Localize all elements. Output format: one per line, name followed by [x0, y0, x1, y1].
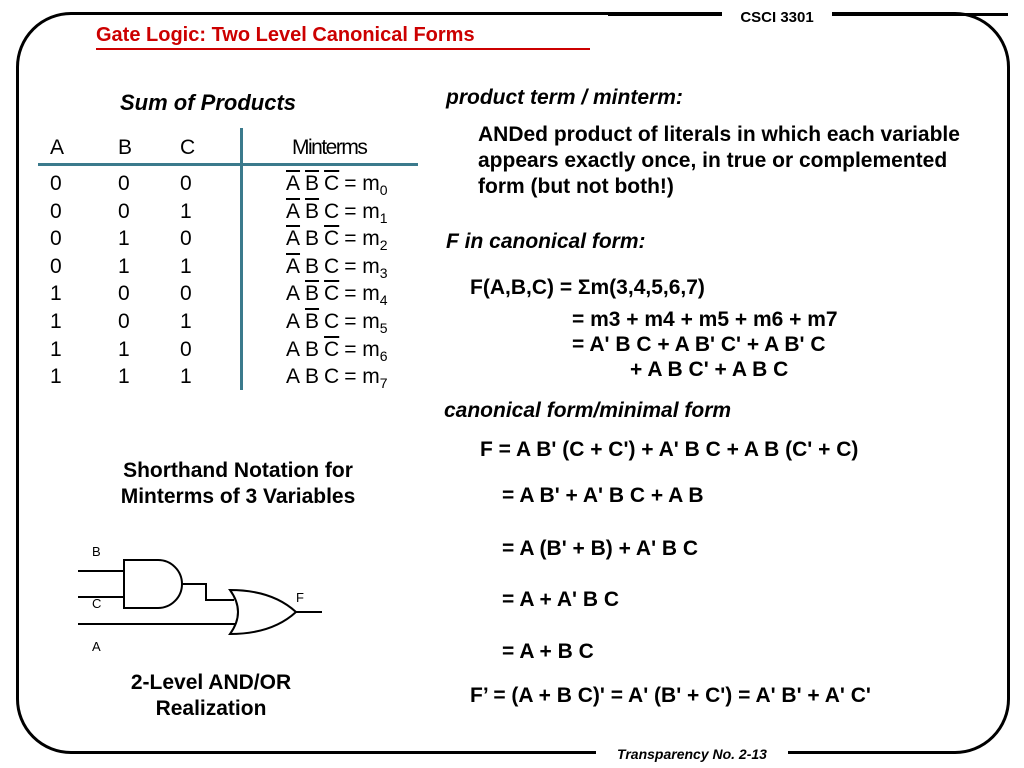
minterm-expression — [286, 282, 388, 308]
col-header-minterms: Minterms — [292, 136, 367, 159]
cell-a: 0 — [50, 254, 62, 278]
col-header-c: C — [180, 136, 196, 159]
and-or-circuit — [60, 538, 340, 662]
minterm-expression — [286, 227, 388, 253]
minterm-index: 0 — [379, 182, 388, 199]
input-label-c: C — [92, 596, 102, 611]
realization-caption — [108, 670, 314, 722]
col-header-a: A — [50, 136, 65, 159]
canonical-heading: F in canonical form: — [446, 230, 646, 253]
minimal-eq-4: = A + A' B C — [502, 588, 620, 611]
minterm-literal: $\overline{C}$ — [324, 227, 340, 251]
minterm-label: = m — [344, 365, 380, 389]
and-gate — [124, 560, 182, 608]
minterm-expression — [286, 310, 388, 336]
minterm-literal: $\overline{A}$ — [286, 254, 301, 278]
realization-line-2: Realization — [155, 697, 267, 720]
canonical-eq-2: = m3 + m4 + m5 + m6 + m7 — [572, 308, 838, 331]
minterm-literal: $\overline{A}$ — [286, 199, 301, 223]
shorthand-caption — [92, 458, 384, 510]
minterm-expression — [286, 338, 388, 364]
minterm-literal: $\overline{C}$ — [324, 282, 340, 306]
complement-eq: F’ = (A + B C)' = A' (B' + C') = A' B' + A' C' — [470, 684, 871, 707]
cell-c: 0 — [180, 172, 192, 195]
table-header-rule — [38, 163, 418, 166]
minterm-index: 2 — [379, 237, 388, 254]
minterm-literal: $\overline{A}$ — [286, 172, 301, 195]
minterm-index: 4 — [379, 292, 388, 309]
minterm-expression — [286, 200, 388, 226]
minterm-literal: B — [305, 365, 320, 389]
cell-c: 1 — [180, 199, 192, 223]
cell-a: 1 — [50, 282, 62, 306]
minterm-label: = m — [344, 227, 380, 251]
cell-b: 0 — [118, 199, 130, 223]
minterm-label: = m — [344, 172, 380, 195]
minterm-definition: ANDed product of literals in which each variable appears exactly once, in true or complemented form (but not both!) — [478, 123, 960, 198]
minterm-literal: $\overline{B}$ — [305, 199, 320, 223]
minterm-literal: $\overline{C}$ — [324, 172, 340, 195]
minterm-label: = m — [344, 199, 380, 223]
minterm-index: 7 — [379, 375, 388, 392]
canonical-eq-4: + A B C' + A B C — [630, 358, 789, 381]
cell-a: 0 — [50, 172, 62, 195]
minterm-label: = m — [344, 282, 380, 306]
cell-a: 0 — [50, 227, 62, 251]
minterm-index: 5 — [379, 320, 388, 337]
minterm-literal: $\overline{B}$ — [305, 282, 320, 306]
output-label-f: F — [296, 590, 304, 605]
cell-b: 0 — [118, 172, 130, 195]
cell-c: 0 — [180, 227, 192, 251]
cell-c: 1 — [180, 365, 192, 389]
minterm-literal: B — [305, 337, 320, 361]
minterm-literal: C — [324, 254, 340, 278]
minterm-literal: C — [324, 365, 340, 389]
cell-c: 1 — [180, 310, 192, 333]
minterm-heading: product term / minterm: — [446, 86, 683, 109]
title-underline — [96, 48, 590, 50]
minterm-literal: A — [286, 282, 301, 306]
table-column-divider — [240, 128, 243, 390]
minterm-literal: B — [305, 254, 320, 278]
cell-b: 1 — [118, 337, 130, 361]
minterm-literal: $\overline{B}$ — [305, 172, 320, 195]
canonical-eq-1: F(A,B,C) = Σm(3,4,5,6,7) — [470, 276, 705, 299]
minterm-literal: $\overline{A}$ — [286, 227, 301, 251]
cell-a: 1 — [50, 365, 62, 389]
realization-line-1: 2-Level AND/OR — [130, 671, 292, 694]
wire-and-to-or — [180, 584, 234, 600]
minterm-expression — [286, 365, 388, 391]
minimal-heading: canonical form/minimal form — [444, 399, 732, 422]
minterm-index: 3 — [379, 264, 388, 281]
footer-label: Transparency No. 2-13 — [596, 746, 788, 762]
col-header-b: B — [118, 136, 133, 159]
minterm-literal: B — [305, 227, 320, 251]
or-gate — [230, 590, 296, 634]
minterm-index: 6 — [379, 347, 388, 364]
minterm-literal: A — [286, 337, 301, 361]
cell-b: 0 — [118, 282, 130, 306]
minterm-label: = m — [344, 254, 380, 278]
minterm-expression — [286, 255, 388, 281]
course-label: CSCI 3301 — [722, 9, 832, 26]
cell-c: 0 — [180, 337, 192, 361]
slide-title: Gate Logic: Two Level Canonical Forms — [96, 24, 475, 46]
shorthand-line-2: Minterms of 3 Variables — [120, 485, 356, 508]
cell-c: 1 — [180, 254, 192, 278]
input-label-a: A — [92, 639, 101, 654]
minimal-eq-3: = A (B' + B) + A' B C — [502, 537, 699, 560]
minterm-literal: C — [324, 310, 340, 333]
cell-b: 1 — [118, 254, 130, 278]
cell-b: 1 — [118, 227, 130, 251]
cell-c: 0 — [180, 282, 192, 306]
cell-b: 0 — [118, 310, 130, 333]
minterm-literal: $\overline{C}$ — [324, 337, 340, 361]
canonical-eq-3: = A' B C + A B' C' + A B' C — [572, 333, 826, 356]
minterm-literal: A — [286, 310, 301, 333]
minimal-eq-1: F = A B' (C + C') + A' B C + A B (C' + C) — [480, 438, 859, 461]
cell-a: 1 — [50, 337, 62, 361]
cell-a: 0 — [50, 199, 62, 223]
minterm-expression — [286, 172, 388, 198]
cell-a: 1 — [50, 310, 62, 333]
input-label-b: B — [92, 544, 101, 559]
sum-of-products-heading: Sum of Products — [120, 90, 297, 115]
minimal-eq-5: = A + B C — [502, 640, 594, 663]
minterm-literal: $\overline{B}$ — [305, 310, 320, 333]
minterm-label: = m — [344, 337, 380, 361]
minterm-literal: C — [324, 199, 340, 223]
minterm-label: = m — [344, 310, 380, 333]
minterm-literal: A — [286, 365, 301, 389]
shorthand-line-1: Shorthand Notation for — [123, 459, 353, 482]
minimal-eq-2: = A B' + A' B C + A B — [502, 484, 704, 507]
minterm-index: 1 — [379, 209, 388, 226]
cell-b: 1 — [118, 365, 130, 389]
